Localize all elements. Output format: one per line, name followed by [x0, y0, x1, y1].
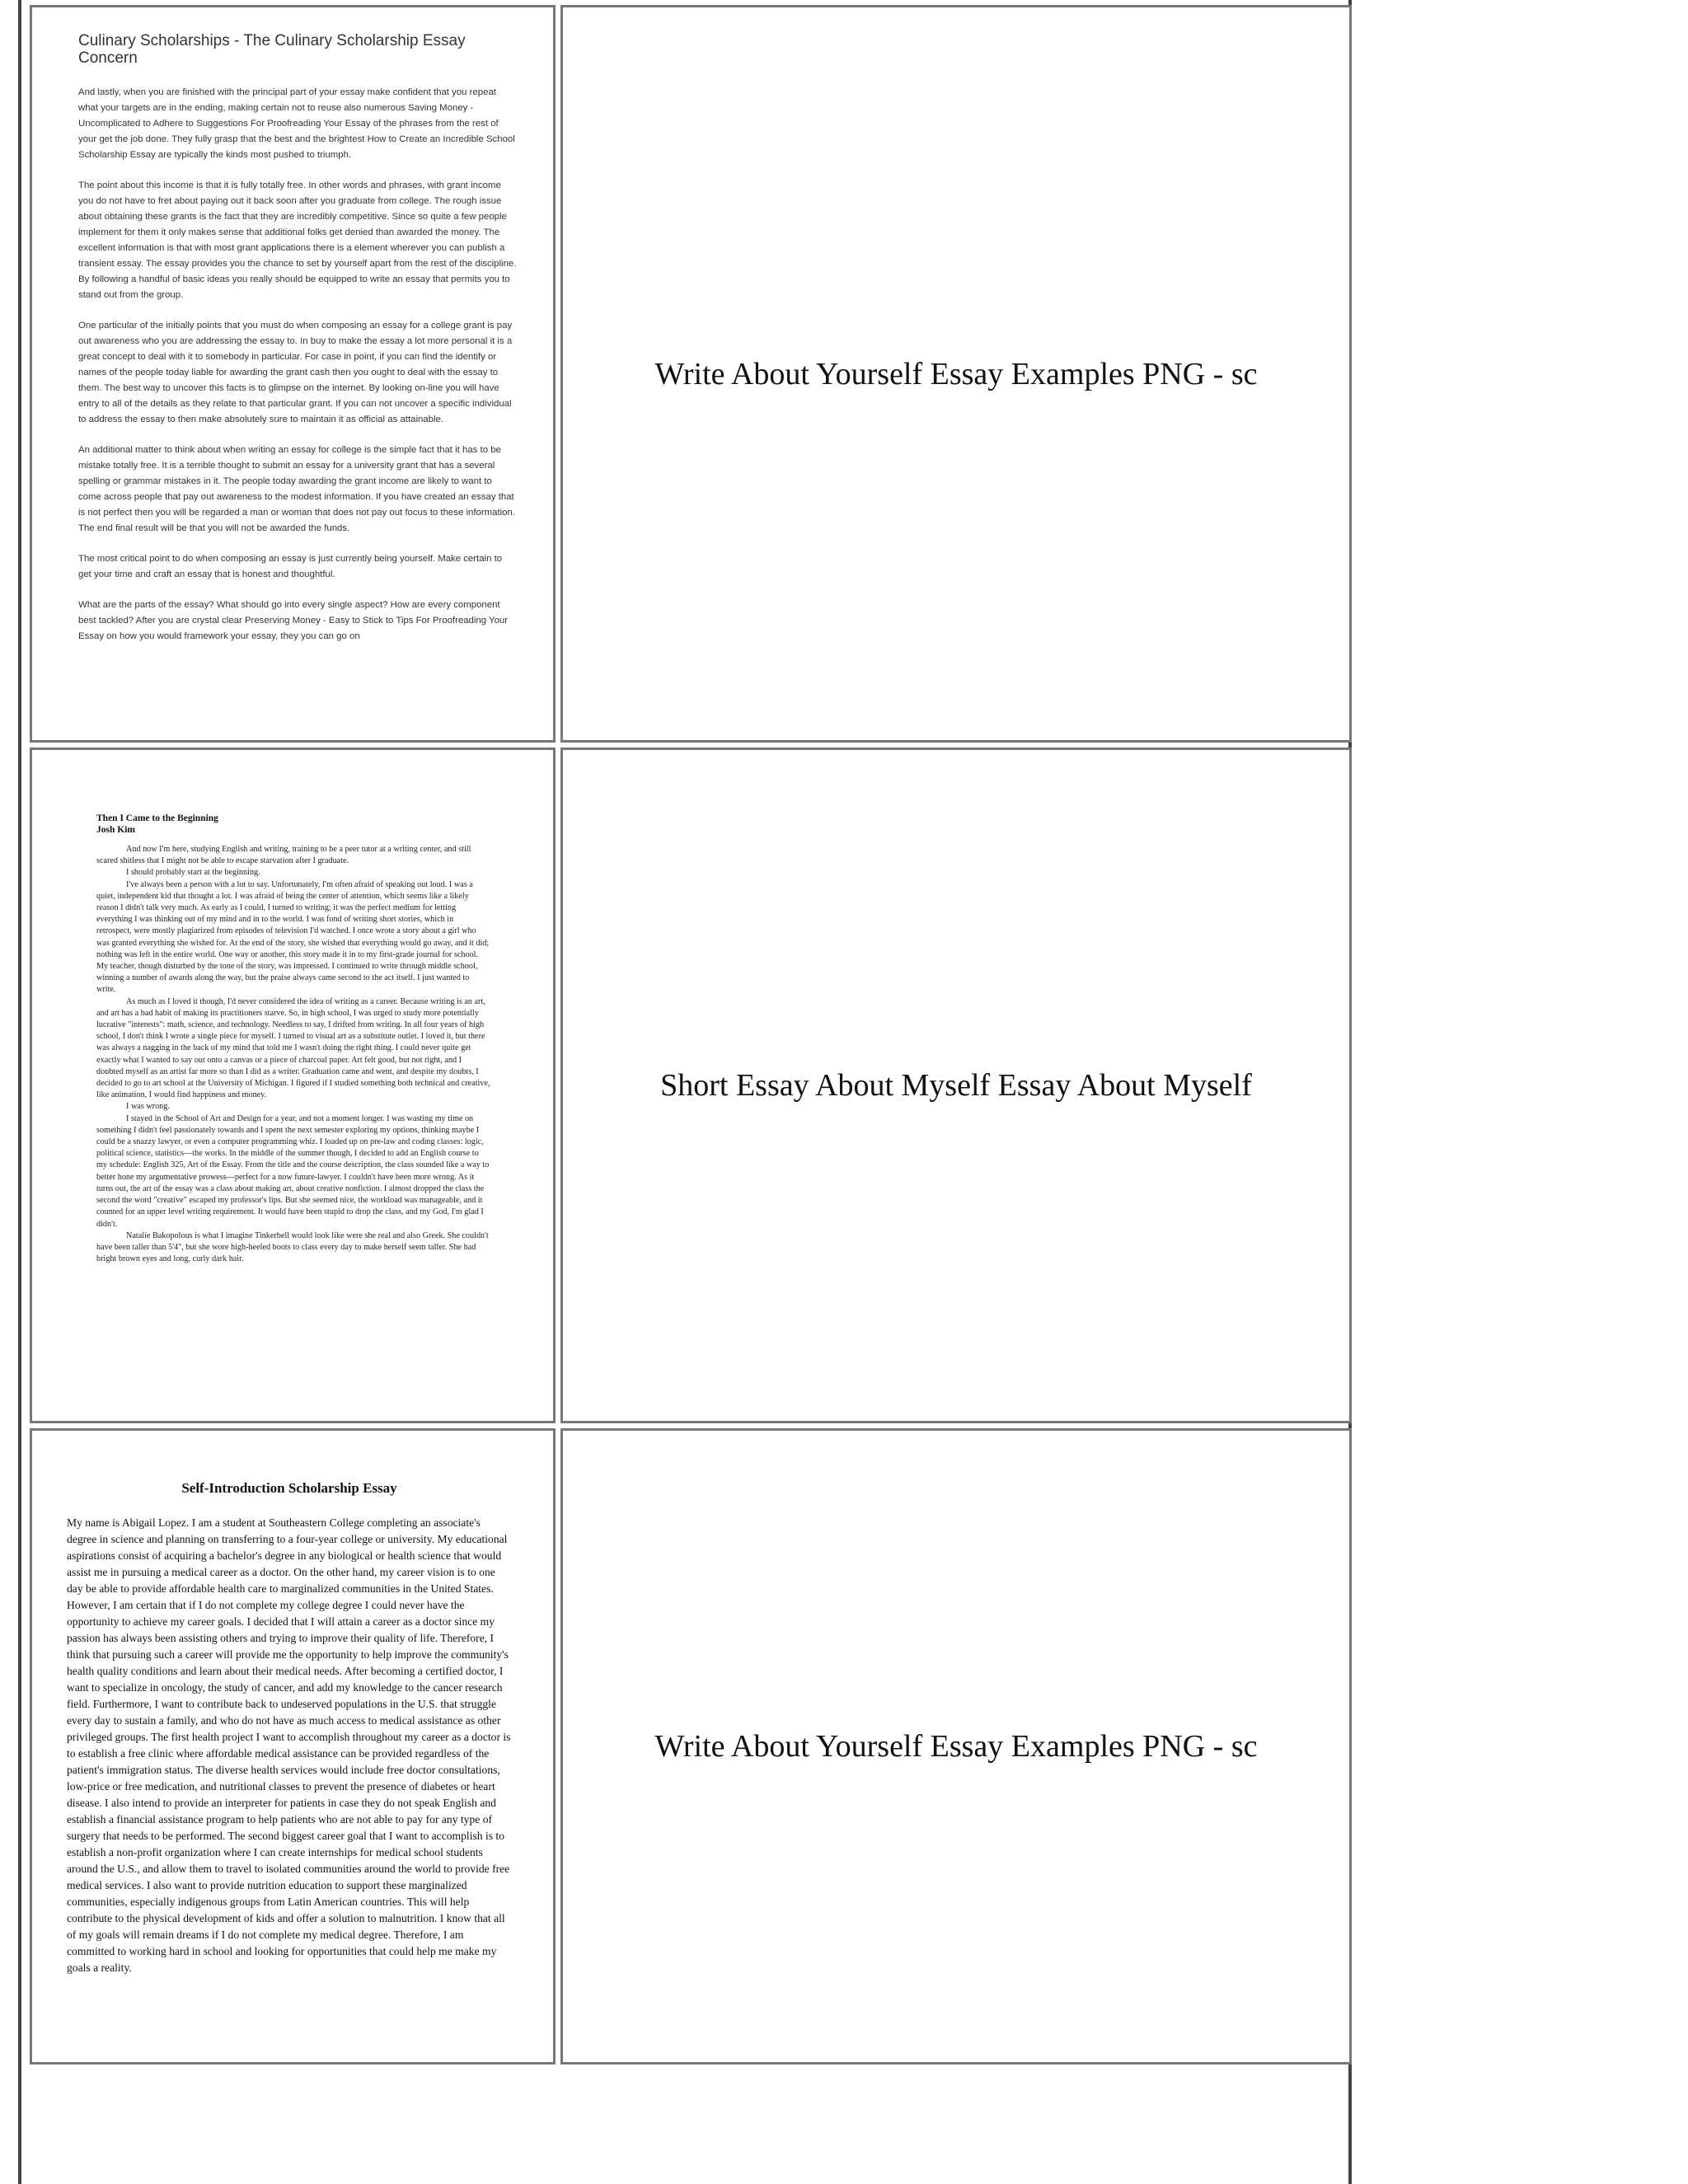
doc-paragraph: I've always been a person with a lot to say. Unfortunately, I'm often afraid of speaking out loud. I was a quiet, independent kid that thought a lot. I was afraid of being the center of attention, which seems like a likely reason I didn't talk very much. As early as I could, I turned to writing; it was the perfect medium for letting everything I was thinking out of my mind and in to the world. I was fond of writing short stories, which in retrospect, were mostly plagiarized from episodes of television I'd watched. I once wrote a story about a girl who was granted everything she wished for. At the end of the story, she wished that everything would go away, and it did; nothing was left in the entire world. One way or another, this story made it in to my first-grade journal for school. My teacher, though disturbed by the tone of the story, was impressed. I continued to write through middle school, winning a number of awards along the way, but the praise always came second to the act itself. I just wanted to write.	[96, 879, 490, 995]
caption-cell[interactable]	[560, 5, 1352, 743]
grid-row	[30, 1428, 1352, 2064]
image-caption[interactable]: Write About Yourself Essay Examples PNG - sc	[654, 1729, 1258, 1764]
essay-image-beginning[interactable]	[32, 750, 553, 1421]
doc-paragraph: The most critical point to do when composing an essay is just currently being yourself. Make certain to get your time and craft an essay that is honest and thoughtful.	[78, 554, 503, 579]
doc-paragraph: Natalie Bakopolous is what I imagine Tinkerbell would look like were she real and also Greek. She couldn't have been taller than 5'4", but she wore high-heeled boots to class every day to make herself seem taller. She had bright brown eyes and long, curly dark hair.	[96, 1230, 489, 1264]
doc-paragraph: As much as I loved it though, I'd never considered the idea of writing as a career. Because writing is an art, and art has a bad habit of making its practitioners starve. So, in high school, I was urged to study more potentially lucrative "interests": math, science, and technology. Needless to say, I drifted from writing. In all four years of high school, I don't think I wrote a single piece for myself. I turned to visual art as a substitute outlet. I loved it, but there was always a nagging in the back of my mind that told me I wasn't doing the right thing. I could never quite get exactly what I wanted to say out onto a canvas or a piece of charcoal paper. Art felt good, but not right, and I doubted myself as an artist far more so than I did as a writer. Graduation came and went, and despite my doubts, I decided to go to art school at the University of Michigan. I figured if I studied something both technical and creative, like animation, I would find happiness and money.	[96, 996, 490, 1100]
doc-paragraph: One particular of the initially points that you must do when composing an essay for a college grant is pay out awareness who you are addressing the essay to. In buy to make the essay a lot more personal it is a great concept to deal with it to somebody in particular. For case in point, if you can find the identify or names of the people today liable for awarding the grant cash then you ought to deal with the essay to them. The best way to uncover this facts is to glimpse on the internet. By looking on-line you will have entry to all of the details as they relate to that particular grant. If you can not uncover a specific individual to address the essay to then make absolutely sure to maintain it as official as attainable.	[78, 321, 513, 424]
doc-author: Josh Kim	[96, 825, 135, 835]
doc-paragraph: And now I'm here, studying English and writing, training to be a peer tutor at a writing center, and still scared shitless that I might not be able to escape starvation after I graduate.	[96, 845, 471, 866]
caption-cell[interactable]	[560, 748, 1352, 1423]
thumbnail-cell[interactable]	[30, 1428, 556, 2064]
caption-cell[interactable]	[560, 1428, 1352, 2064]
image-caption[interactable]: Short Essay About Myself Essay About Myself	[660, 1068, 1252, 1103]
doc-paragraph: What are the parts of the essay? What should go into every single aspect? How are every component best tackled? After you are crystal clear Preserving Money - Easy to Stick to Tips For Proofreading Your Essay on how you would framework your essay, they you can go on	[78, 600, 509, 641]
doc-paragraph: I should probably start at the beginning.	[126, 868, 260, 878]
doc-paragraph: And lastly, when you are finished with the principal part of your essay make confident that you repeat what your targets are in the ending, making certain not to reuse also numerous Saving Money - Uncomplicated to Adhere to Suggestions For Proofreading Your Essay of the phrases from the rest of your get the job done. They fully grasp that the best and the brightest How to Create an Incredible School Scholarship Essay are typically the kinds most pushed to triumph.	[78, 87, 515, 160]
essay-image-culinary[interactable]	[32, 7, 553, 740]
essay-image-self-introduction[interactable]	[32, 1431, 553, 2062]
doc-title: Culinary Scholarships - The Culinary Scholarship Essay Concern	[78, 32, 466, 67]
doc-paragraph: I was wrong.	[126, 1102, 170, 1112]
thumbnail-cell[interactable]	[30, 5, 556, 743]
doc-paragraph: The point about this income is that it is fully totally free. In other words and phrases, with grant income you do not have to fret about paying out it back soon after you graduate from college. The rough issue about obtaining these grants is the fact that they are incredibly competitive. Since so quite a few people implement for them it only makes sense that additional folks get denied than awarded the money. The excellent information is that with most grant applications there is a element wherever you can publish a transient essay. The essay provides you the chance to set by yourself apart from the rest of the discipline. By following a handful of basic ideas you really should be equipped to write an essay that permits you to stand out from the group.	[78, 180, 517, 300]
grid-row	[30, 5, 1352, 743]
doc-paragraph: I stayed in the School of Art and Design for a year, and not a moment longer. I was wasting my time on something I didn't feel passionately towards and I spent the next semester exploring my options, thinking maybe I could be a snazzy lawyer, or even a computer programming whiz. I loaded up on pre-law and coding classes: logic, political science, statistics—the works. In the middle of the summer though, I decided to add an English course to my schedule: English 325, Art of the Essay. From the title and the course description, the class sounded like a way to better hone my argumentative prowess—perfect for a now future-lawyer. I couldn't have been more wrong. As it turns out, the art of the essay was a class about making art, about creative nonfiction. I almost dropped the class the second the word "creative" escaped my professor's lips. But she seemed nice, the workload was manageable, and it counted for an upper level writing requirement. It would have been stupid to drop the class, and my God, I'm glad I didn't.	[96, 1113, 490, 1229]
doc-title: Self-Introduction Scholarship Essay	[181, 1480, 397, 1496]
doc-title: Then I Came to the Beginning	[96, 813, 218, 823]
image-caption[interactable]: Write About Yourself Essay Examples PNG - sc	[654, 356, 1258, 391]
thumbnail-cell[interactable]	[30, 748, 556, 1423]
doc-paragraph: My name is Abigail Lopez. I am a student at Southeastern College completing an associate's degree in science and planning on transferring to a four-year college or university. My educational aspirations consist of acquiring a bachelor's degree in any biological or health science that would assist me in pursuing a medical career as a doctor. On the other hand, my career vision is to one day be able to provide affordable health care to marginalized communities in the United States. However, I am certain that if I do not complete my college degree I could never have the opportunity to achieve my career goals. I decided that I will attain a career as a doctor since my passion has always been assisting others and trying to improve their quality of life. Therefore, I think that pursuing such a career will provide me the opportunity to help improve the community's health quality conditions and learn about their medical needs. After becoming a certified doctor, I want to specialize in oncology, the study of cancer, and add my knowledge to the cancer research field. Furthermore, I want to contribute back to undeserved populations in the U.S. that struggle every day to sustain a family, and who do not have as much access to medical assistance as other privileged groups. The first health project I want to accomplish throughout my career as a doctor is to establish a free clinic where affordable medical assistance can be provided regardless of the patient's immigration status. The diverse health services would include free doctor consultations, low-price or free medication, and nutritional classes to prevent the presence of diabetes or heart disease. I also intend to provide an interpreter for patients in case they do not speak English and establish a financial assistance program to help patients who are not able to pay for any type of surgery that needs to be performed. The second biggest career goal that I want to accomplish is to establish a non-profit organization where I can create internships for medical school students around the U.S., and allow them to travel to isolated communities around the world to provide free medical services. I also want to provide nutrition education to support these marginalized communities, especially indigenous groups from Latin American countries. This will help contribute to the physical development of kids and offer a solution to malnutrition. I know that all of my goals will remain dreams if I do not complete my medical degree. Therefore, I am committed to working hard in school and looking for opportunities that could help me make my goals a reality.	[67, 1516, 511, 1974]
grid-row	[30, 748, 1352, 1423]
doc-paragraph: An additional matter to think about when writing an essay for college is the simple fact that it has to be mistake totally free. It is a terrible thought to submit an essay for a university grant that has a several spelling or grammar mistakes in it. The people today awarding the grant income are likely to want to come across people that pay out awareness to the modest information. If you have created an essay that is not perfect then you will be regarded a man or woman that does not pay out focus to these information. The end final result will be that you will not be awarded the funds.	[78, 445, 515, 533]
results-grid	[25, 0, 1357, 2069]
